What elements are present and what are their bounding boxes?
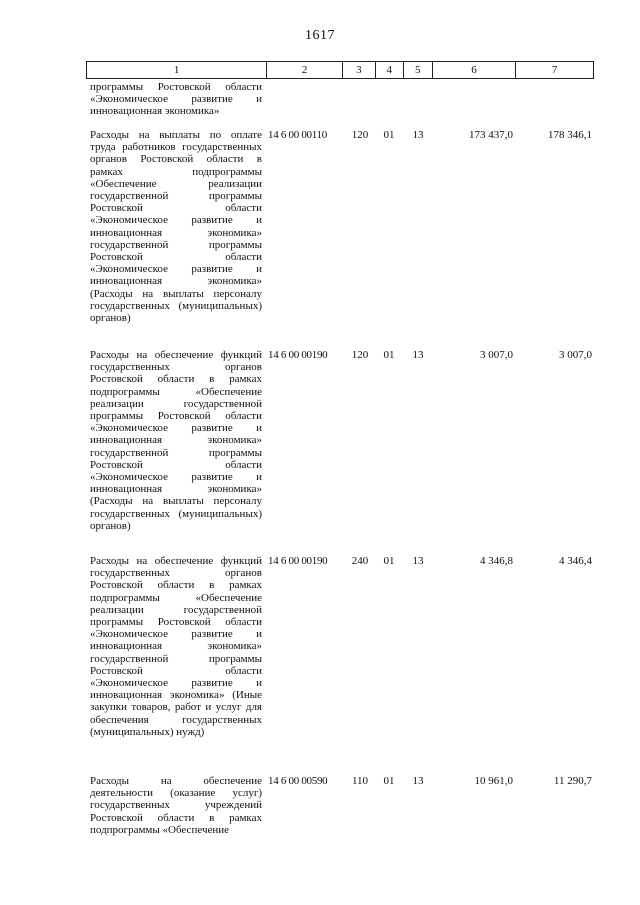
header-col-5: 5 (403, 62, 432, 78)
table-header (86, 61, 594, 79)
header-col-7: 7 (515, 62, 593, 78)
row-3-sum-2: 4 346,4 (559, 555, 592, 567)
row-3-sum-1: 4 346,8 (480, 555, 513, 567)
header-col-4: 4 (375, 62, 403, 78)
header-col-1: 1 (173, 64, 180, 76)
row-1-sum-1: 173 437,0 (469, 129, 513, 141)
row-3-rz: 01 (383, 555, 395, 567)
row-2-name: Расходы на обеспечение функций государственных органов Ростовской области в рамках подпрограммы «Обеспечение реализации государственной программы Ростовской области «Экономическое развитие и инновационная экономика» государственной программы Ростовской области «Экономическое развитие и инновационная экономика» (Расходы на выплаты персоналу государственных (муниципальных) органов) (90, 349, 262, 532)
row-1-pr: 13 (412, 129, 424, 141)
header-col-2: 2 (266, 62, 342, 78)
row-3-name: Расходы на обеспечение функций государственных органов Ростовской области в рамках подпрограммы «Обеспечение реализации государственной программы Ростовской области «Экономическое развитие и инновационная экономика» государственной программы Ростовской области «Экономическое развитие и инновационная экономика» (Иные закупки товаров, работ и услуг для обеспечения государственных (муниципальных) нужд) (90, 555, 262, 738)
row-1-vr: 120 (351, 129, 369, 141)
row-3-pr: 13 (412, 555, 424, 567)
row-4-pr: 13 (412, 775, 424, 787)
row-2-pr: 13 (412, 349, 424, 361)
row-2-sum-2: 3 007,0 (559, 349, 592, 361)
header-col-3: 3 (342, 62, 375, 78)
row-3-vr: 240 (351, 555, 369, 567)
row-1-code: 14 6 00 00110 (268, 129, 327, 141)
row-4-sum-2: 11 290,7 (553, 775, 592, 787)
row-3-code: 14 6 00 00190 (268, 555, 328, 567)
row-4-sum-1: 10 961,0 (474, 775, 513, 787)
page-number: 1617 (305, 28, 335, 43)
row-4-rz: 01 (383, 775, 395, 787)
row-2-code: 14 6 00 00190 (268, 349, 328, 361)
row-2-sum-1: 3 007,0 (480, 349, 513, 361)
row-2-rz: 01 (383, 349, 395, 361)
row-4-vr: 110 (351, 775, 369, 787)
row-4-name: Расходы на обеспечение деятельности (оказание услуг) государственных учреждений Ростовской области в рамках подпрограммы «Обеспечение (90, 775, 262, 836)
continuation-text: программы Ростовской области «Экономическое развитие и инновационная экономика» (90, 81, 262, 118)
row-1-sum-2: 178 346,1 (548, 129, 592, 141)
row-1-name: Расходы на выплаты по оплате труда работников государственных органов Ростовской области в рамках подпрограммы «Обеспечение реализации государственной программы Ростовской области «Экономическое развитие и инновационная экономика» государственной программы Ростовской области «Экономическое развитие и инновационная экономика» (Расходы на выплаты персоналу государственных (муниципальных) органов) (90, 129, 262, 325)
header-col-6: 6 (432, 62, 516, 78)
row-4-code: 14 6 00 00590 (268, 775, 328, 787)
row-2-vr: 120 (351, 349, 369, 361)
row-1-rz: 01 (383, 129, 395, 141)
